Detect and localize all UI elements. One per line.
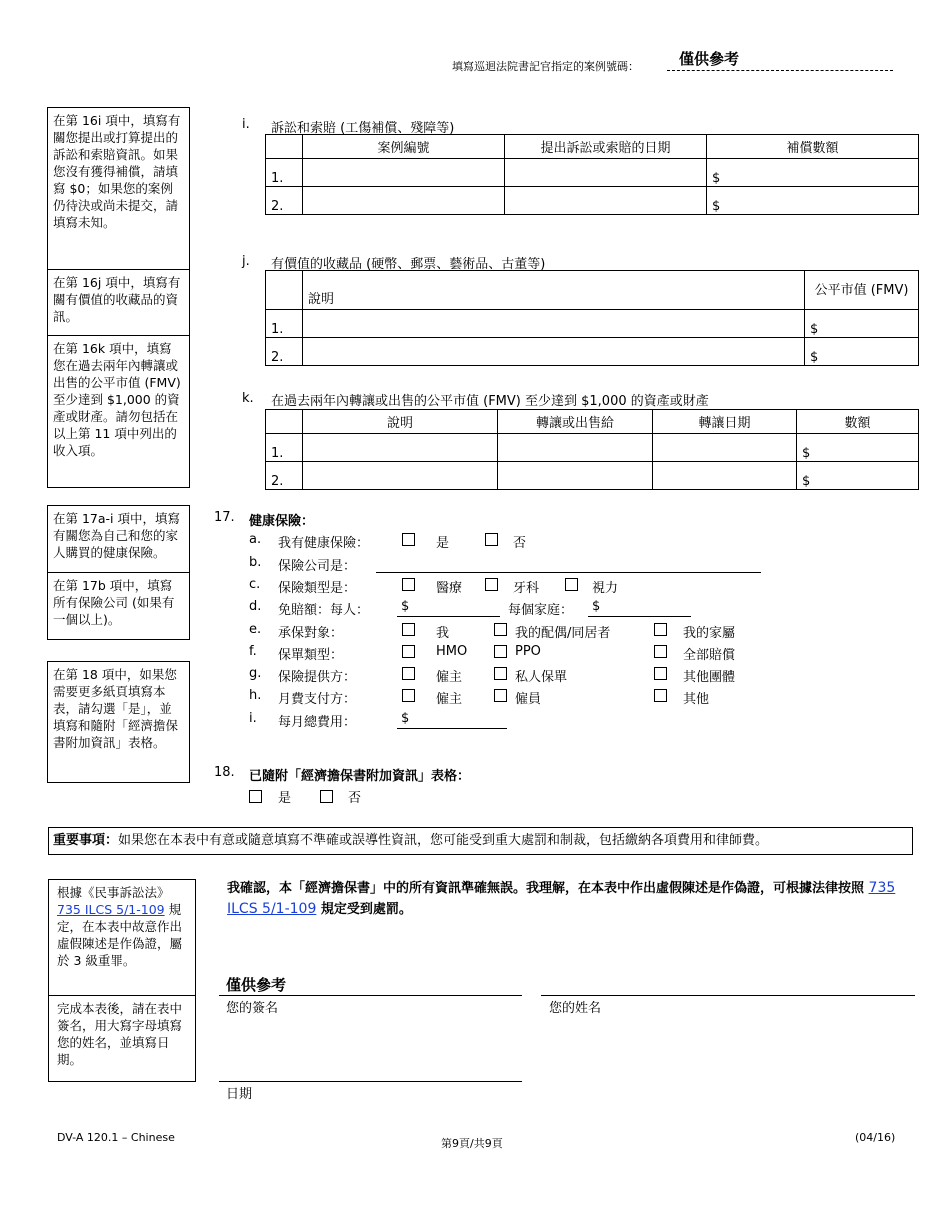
item-17h-label: 月費支付方： bbox=[278, 692, 357, 707]
policy-ppo-checkbox[interactable] bbox=[494, 645, 507, 658]
filing-date-input[interactable] bbox=[505, 159, 707, 187]
policy-ppo-label: PPO bbox=[515, 644, 541, 659]
attached-yes-checkbox[interactable] bbox=[249, 790, 262, 803]
section-18-title: 已隨附「經濟擔保書附加資訊」表格： bbox=[249, 769, 471, 784]
monthly-cost-currency: $ bbox=[401, 711, 410, 726]
item-17c-label: 保險類型是： bbox=[278, 581, 357, 596]
item-17g-label: 保險提供方： bbox=[278, 670, 357, 685]
case-number-underline bbox=[667, 70, 893, 71]
section-j-letter: j. bbox=[242, 254, 250, 269]
amount-input[interactable] bbox=[797, 434, 919, 462]
table-row bbox=[266, 159, 919, 187]
deductible-family-currency: $ bbox=[592, 599, 601, 614]
payer-employer-checkbox[interactable] bbox=[402, 689, 415, 702]
section-i-letter: i. bbox=[242, 117, 250, 132]
sidebar-note-17a: 在第 17a-i 項中，填寫有關您為自己和您的家人購買的健康保險。 bbox=[47, 505, 190, 573]
date-label: 日期 bbox=[226, 1087, 253, 1102]
table-row bbox=[266, 434, 919, 462]
sidebar-note-sign: 完成本表後，請在表中簽名，用大寫字母填寫您的姓名，並填寫日期。 bbox=[48, 995, 196, 1082]
collectible-description-input[interactable] bbox=[303, 310, 805, 338]
signature-label: 您的簽名 bbox=[226, 1001, 279, 1016]
provider-employer-label: 僱主 bbox=[436, 670, 463, 685]
section-j-title: 有價值的收藏品 (硬幣、郵票、藝術品、古董等) bbox=[271, 257, 546, 272]
item-17f-label: 保單類型： bbox=[278, 648, 344, 663]
col-fmv: 公平市值 (FMV) bbox=[805, 271, 919, 310]
insurance-company-input[interactable] bbox=[376, 572, 761, 573]
certification-text-end: 規定受到處罰。 bbox=[320, 902, 412, 917]
payer-employee-checkbox[interactable] bbox=[494, 689, 507, 702]
form-id: DV-A 120.1 – Chinese bbox=[57, 1131, 175, 1144]
covered-self-checkbox[interactable] bbox=[402, 623, 415, 636]
table-header-row bbox=[266, 271, 919, 310]
table-row bbox=[266, 462, 919, 490]
important-notice bbox=[48, 827, 913, 855]
covered-spouse-label: 我的配偶/同居者 bbox=[515, 626, 611, 641]
covered-dependents-checkbox[interactable] bbox=[654, 623, 667, 636]
page-number: 第9頁/共9頁 bbox=[441, 1137, 503, 1150]
type-medical-checkbox[interactable] bbox=[402, 578, 415, 591]
currency-symbol: $ bbox=[712, 171, 721, 186]
covered-dependents-label: 我的家屬 bbox=[683, 626, 736, 641]
certification-law-link[interactable]: 735 ILCS 5/1-109 bbox=[227, 880, 896, 917]
item-17b-label: 保險公司是： bbox=[278, 559, 357, 574]
item-17i-label: 每月總費用： bbox=[278, 715, 357, 730]
fmv-input[interactable] bbox=[805, 310, 919, 338]
important-text: 如果您在本表中有意或隨意填寫不準確或誤導性資訊，您可能受到重大處罰和制裁，包括繳納各項費用和律師費。 bbox=[118, 833, 769, 848]
transfer-date-input[interactable] bbox=[653, 434, 797, 462]
case-number-field[interactable]: 僅供參考 bbox=[679, 50, 740, 68]
item-17b-letter: b. bbox=[249, 555, 262, 570]
covered-spouse-checkbox[interactable] bbox=[494, 623, 507, 636]
law-link[interactable]: 735 ILCS 5/1-109 bbox=[57, 902, 165, 917]
transferred-to-input[interactable] bbox=[498, 462, 653, 490]
law-note-post: 規定，在本表中故意作出虛假陳述是作偽證，屬於 3 級重罪。 bbox=[57, 902, 183, 968]
deductible-per-person-input[interactable] bbox=[397, 616, 500, 617]
collectible-description-input[interactable] bbox=[303, 338, 805, 366]
type-dental-checkbox[interactable] bbox=[485, 578, 498, 591]
table-header-row bbox=[266, 135, 919, 159]
type-dental-label: 牙科 bbox=[513, 581, 540, 596]
col-compensation: 補償數額 bbox=[707, 135, 919, 159]
item-17d-label: 免賠額：每人： bbox=[278, 603, 370, 618]
item-17e-letter: e. bbox=[249, 622, 262, 637]
col-transferred-to: 轉讓或出售給 bbox=[498, 410, 653, 434]
col-description: 說明 bbox=[303, 271, 805, 310]
monthly-cost-input[interactable] bbox=[397, 728, 507, 729]
row-number: 2. bbox=[266, 338, 303, 366]
attached-no-checkbox[interactable] bbox=[320, 790, 333, 803]
sidebar-note-16k: 在第 16k 項中，填寫您在過去兩年內轉讓或出售的公平市值 (FMV) 至少達到 $1,000 的資產或財產。請勿包括在以上第 11 項中列出的收入項。 bbox=[47, 335, 190, 488]
section-k-letter: k. bbox=[242, 391, 254, 406]
currency-symbol: $ bbox=[810, 350, 819, 365]
policy-hmo-checkbox[interactable] bbox=[402, 645, 415, 658]
provider-private-checkbox[interactable] bbox=[494, 667, 507, 680]
sidebar-note-law bbox=[48, 879, 196, 996]
section-k-title: 在過去兩年內轉讓或出售的公平市值 (FMV) 至少達到 $1,000 的資產或財產 bbox=[271, 394, 709, 409]
item-17a-label: 我有健康保險： bbox=[278, 536, 370, 551]
transfer-date-input[interactable] bbox=[653, 462, 797, 490]
deductible-person-currency: $ bbox=[401, 599, 410, 614]
covered-self-label: 我 bbox=[436, 626, 450, 641]
attached-yes-label: 是 bbox=[278, 791, 292, 806]
item-17g-letter: g. bbox=[249, 666, 262, 681]
table-header-row bbox=[266, 410, 919, 434]
certification-statement bbox=[227, 878, 897, 920]
sidebar-note-16i: 在第 16i 項中，填寫有關您提出或打算提出的訴訟和索賠資訊。如果您沒有獲得補償，請填寫 $0；如果您的案例仍待決或尚未提交，請填寫未知。 bbox=[47, 107, 190, 270]
collectibles-table bbox=[265, 270, 919, 366]
item-17a-letter: a. bbox=[249, 532, 262, 547]
row-number: 1. bbox=[266, 310, 303, 338]
currency-symbol: $ bbox=[802, 474, 811, 489]
case-number-input[interactable] bbox=[303, 187, 505, 215]
provider-other-group-label: 其他團體 bbox=[683, 670, 736, 685]
type-vision-checkbox[interactable] bbox=[565, 578, 578, 591]
type-vision-label: 視力 bbox=[592, 581, 619, 596]
table-row bbox=[266, 338, 919, 366]
yes-label: 是 bbox=[436, 536, 450, 551]
certification-text: 我確認，本「經濟擔保書」中的所有資訊準確無誤。我理解，在本表中作出虛假陳述是作偽證，可根據法律按照 bbox=[227, 881, 865, 896]
has-insurance-yes-checkbox[interactable] bbox=[402, 533, 415, 546]
section-18-number: 18. bbox=[214, 765, 235, 780]
amount-input[interactable] bbox=[797, 462, 919, 490]
row-number: 1. bbox=[266, 159, 303, 187]
table-row bbox=[266, 310, 919, 338]
policy-hmo-label: HMO bbox=[436, 644, 468, 659]
col-case-number: 案例編號 bbox=[303, 135, 505, 159]
currency-symbol: $ bbox=[810, 322, 819, 337]
sidebar-note-17b: 在第 17b 項中，填寫所有保險公司 (如果有一個以上)。 bbox=[47, 572, 190, 640]
section-17-title: 健康保險： bbox=[249, 514, 315, 529]
section-17-number: 17. bbox=[214, 510, 235, 525]
sidebar-note-16j: 在第 16j 項中，填寫有關有價值的收藏品的資訊。 bbox=[47, 269, 190, 336]
payer-other-checkbox[interactable] bbox=[654, 689, 667, 702]
item-17c-letter: c. bbox=[249, 577, 261, 592]
has-insurance-no-checkbox[interactable] bbox=[485, 533, 498, 546]
case-number-label: 填寫巡迴法院書記官指定的案例號碼： bbox=[452, 60, 639, 73]
name-label: 您的姓名 bbox=[549, 1001, 602, 1016]
payer-employer-label: 僱主 bbox=[436, 692, 463, 707]
compensation-input[interactable] bbox=[707, 159, 919, 187]
provider-other-group-checkbox[interactable] bbox=[654, 667, 667, 680]
important-label: 重要事項： bbox=[53, 833, 119, 848]
attached-no-label: 否 bbox=[348, 791, 362, 806]
transferred-to-input[interactable] bbox=[498, 434, 653, 462]
row-number: 2. bbox=[266, 462, 303, 490]
payer-other-label: 其他 bbox=[683, 692, 710, 707]
name-line[interactable] bbox=[541, 995, 915, 996]
col-transfer-date: 轉讓日期 bbox=[653, 410, 797, 434]
signature-value: 僅供參考 bbox=[226, 976, 287, 994]
policy-full-checkbox[interactable] bbox=[654, 645, 667, 658]
transfer-description-input[interactable] bbox=[303, 462, 498, 490]
type-medical-label: 醫療 bbox=[436, 581, 463, 596]
provider-employer-checkbox[interactable] bbox=[402, 667, 415, 680]
col-description: 說明 bbox=[303, 410, 498, 434]
item-17i-letter: i. bbox=[249, 711, 257, 726]
deductible-family-label: 每個家庭： bbox=[508, 603, 574, 618]
case-number-input[interactable] bbox=[303, 159, 505, 187]
lawsuits-table bbox=[265, 134, 919, 215]
item-17e-label: 承保對象： bbox=[278, 626, 344, 641]
provider-private-label: 私人保單 bbox=[515, 670, 568, 685]
policy-full-label: 全部賠償 bbox=[683, 648, 736, 663]
col-amount: 數額 bbox=[797, 410, 919, 434]
row-number: 1. bbox=[266, 434, 303, 462]
section-i-title: 訴訟和索賠 (工傷補償、殘障等) bbox=[271, 121, 455, 136]
table-row bbox=[266, 187, 919, 215]
date-line[interactable] bbox=[219, 1081, 522, 1082]
row-number: 2. bbox=[266, 187, 303, 215]
compensation-input[interactable] bbox=[707, 187, 919, 215]
deductible-per-family-input[interactable] bbox=[588, 616, 691, 617]
transfers-table bbox=[265, 409, 919, 490]
currency-symbol: $ bbox=[712, 199, 721, 214]
revision-date: (04/16) bbox=[855, 1131, 896, 1144]
col-filing-date: 提出訴訟或索賠的日期 bbox=[505, 135, 707, 159]
sidebar-note-18: 在第 18 項中，如果您需要更多紙頁填寫本表，請勾選「是」，並填寫和隨附「經濟擔保書附加資訊」表格。 bbox=[47, 661, 190, 783]
no-label: 否 bbox=[513, 536, 527, 551]
item-17d-letter: d. bbox=[249, 599, 262, 614]
transfer-description-input[interactable] bbox=[303, 434, 498, 462]
signature-line[interactable] bbox=[219, 995, 522, 996]
fmv-input[interactable] bbox=[805, 338, 919, 366]
item-17f-letter: f. bbox=[249, 644, 257, 659]
currency-symbol: $ bbox=[802, 446, 811, 461]
item-17h-letter: h. bbox=[249, 688, 262, 703]
filing-date-input[interactable] bbox=[505, 187, 707, 215]
payer-employee-label: 僱員 bbox=[515, 692, 542, 707]
law-note-pre: 根據《民事訴訟法》 bbox=[57, 885, 170, 900]
